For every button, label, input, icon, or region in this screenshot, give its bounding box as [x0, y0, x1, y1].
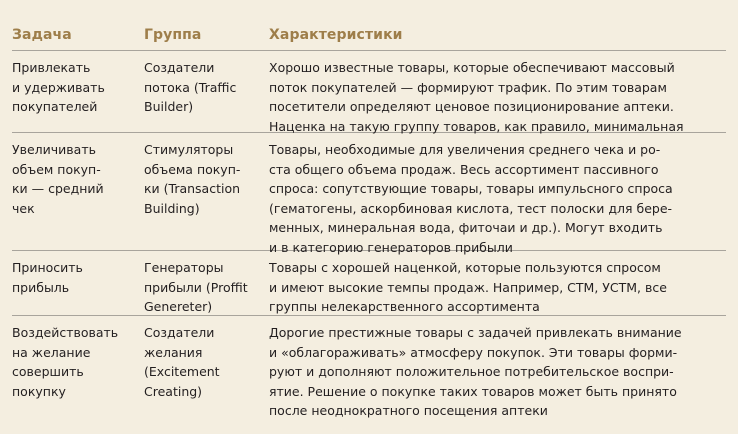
header-group: Группа: [144, 27, 202, 43]
task-cell: Привлекать и удерживать покупателей: [12, 60, 105, 114]
task-cell: Увеличивать объем покуп- ки — средний чек: [12, 142, 104, 216]
table-row: [12, 133, 726, 255]
table-row: [12, 51, 726, 133]
product-groups-table: [12, 0, 726, 428]
description-cell: Товары с хорошей наценкой, которые пользуются спросом и имеют высокие темпы продаж. Например, СТМ, УСТМ, все группы нелекарственного ассортимента: [269, 260, 667, 314]
description-cell: Хорошо известные товары, которые обеспечивают массовый поток покупателей — формируют трафик. По этим товарам посетители определяют ценовое позиционирование аптеки. Наценка на такую группу товаров, как правило, минимальная: [269, 60, 684, 134]
task-cell: Воздействовать на желание совершить покупку: [12, 325, 119, 399]
table-row: [12, 251, 726, 316]
description-cell: Дорогие престижные товары с задачей привлекать внимание и «облагораживать» атмосферу покупок. Эти товары форми- руют и дополняют положительное потребительское воспри- ятие. Решение о покупке таких товаров может быть принято после неоднократного посещения аптеки: [269, 325, 682, 418]
group-cell: Создатели желания (Excitement Creating): [144, 325, 220, 399]
group-cell: Создатели потока (Traffic Builder): [144, 60, 237, 114]
description-cell: Товары, необходимые для увеличения среднего чека и ро- ста общего объема продаж. Весь ассортимент пассивного спроса: сопутствующие товары, товары импульсного спроса (гематогены, аскорбиновая кислота, тест полоски для бере- менных, минеральная вода, фиточаи и др.). Могут входить и в категорию генераторов прибыли: [269, 142, 673, 255]
task-cell: Приносить прибыль: [12, 260, 83, 295]
group-cell: Стимуляторы объема покуп- ки (Transaction Building): [144, 142, 241, 216]
table-row: [12, 316, 726, 428]
header-characteristics: Характеристики: [269, 27, 403, 43]
header-task: Задача: [12, 27, 72, 43]
table-header: [12, 0, 726, 51]
group-cell: Генераторы прибыли (Proffit Genereter): [144, 260, 248, 314]
